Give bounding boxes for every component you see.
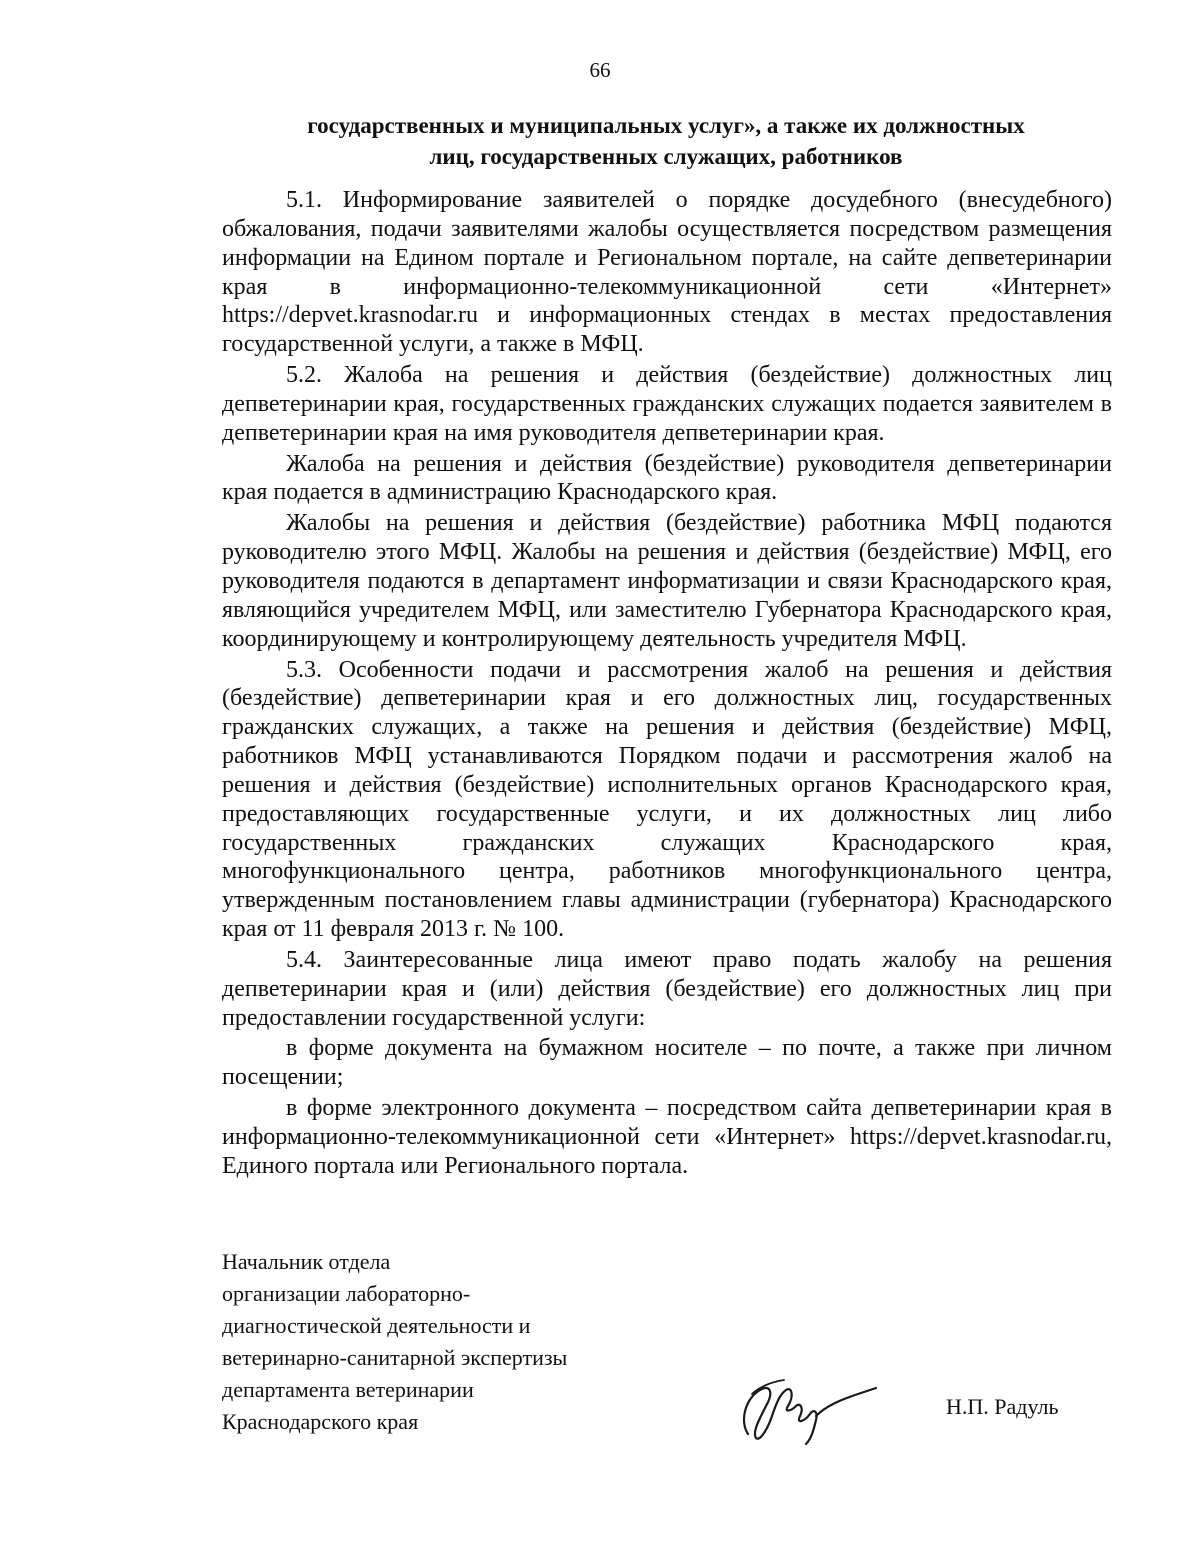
heading-line-2: лиц, государственных служащих, работников xyxy=(429,144,903,169)
heading-line-1: государственных и муниципальных услуг», а также их должностных xyxy=(307,113,1025,138)
paragraph-5-3: 5.3. Особенности подачи и рассмотрения жалоб на решения и действия (бездействие) депветеринарии края и его должностных лиц, государственных гражданских служащих, а также на решения и действия (бездействие) МФЦ, работников МФЦ устанавливаются Порядком подачи и рассмотрения жалоб на решения и действия (бездействие) исполнительных органов Краснодарского края, предоставляющих государственные услуги, и их должностных лиц либо государственных гражданских служащих Краснодарского края, многофункционального центра, работников многофункционального центра, утвержденным постановлением главы администрации (губернатора) Краснодарского края от 11 февраля 2013 г. № 100. xyxy=(222,656,1112,943)
page-number: 66 xyxy=(589,58,611,82)
position-line: Начальник отдела xyxy=(222,1249,391,1274)
position-line: ветеринарно-санитарной экспертизы xyxy=(222,1345,568,1370)
document-body xyxy=(222,186,1112,1181)
paragraph-paper-form: в форме документа на бумажном носителе – по почте, а также при личном посещении; xyxy=(222,1035,1112,1091)
signer-name: Н.П. Радуль xyxy=(946,1394,1059,1419)
position-line: департамента ветеринарии xyxy=(222,1377,474,1402)
signatory-position xyxy=(222,1246,702,1438)
paragraph-5-1: 5.1. Информирование заявителей о порядке досудебного (внесудебного) обжалования, подачи заявителями жалобы осуществляется посредством размещения информации на Едином портале и Региональном портале, на сайте депветеринарии края в информационно-телекоммуникационной сети «Интернет» https://depvet.krasnodar.ru и информационных стендах в местах предоставления государственной услуги, а также в МФЦ. xyxy=(222,187,1112,358)
position-line: диагностической деятельности и xyxy=(222,1313,531,1338)
section-heading xyxy=(222,110,1110,172)
position-line: Краснодарского края xyxy=(222,1409,419,1434)
paragraph-electronic-form: в форме электронного документа – посредством сайта депветеринарии края в информационно-телекоммуникационной сети «Интернет» https://depvet.krasnodar.ru, Единого портала или Регионального портала. xyxy=(222,1095,1112,1179)
paragraph-mfc-complaints: Жалобы на решения и действия (бездействие) работника МФЦ подаются руководителю этого МФЦ. Жалобы на решения и действия (бездействие) МФЦ, его руководителя подаются в департамент информатизации и связи Краснодарского края, являющийся учредителем МФЦ, или заместителю Губернатора Краснодарского края, координирующему и контролирующему деятельность учредителя МФЦ. xyxy=(222,510,1112,652)
paragraph-5-2: 5.2. Жалоба на решения и действия (бездействие) должностных лиц депветеринарии края, государственных гражданских служащих подается заявителем в депветеринарии края на имя руководителя депветеринарии края. xyxy=(222,362,1112,446)
position-line: организации лабораторно- xyxy=(222,1281,471,1306)
handwritten-signature xyxy=(730,1372,880,1452)
paragraph-5-4: 5.4. Заинтересованные лица имеют право подать жалобу на решения депветеринарии края и (или) действия (бездействие) его должностных лиц при предоставлении государственной услуги: xyxy=(222,946,1112,1031)
paragraph-head-complaint: Жалоба на решения и действия (бездействие) руководителя депветеринарии края подается в администрацию Краснодарского края. xyxy=(222,450,1112,506)
